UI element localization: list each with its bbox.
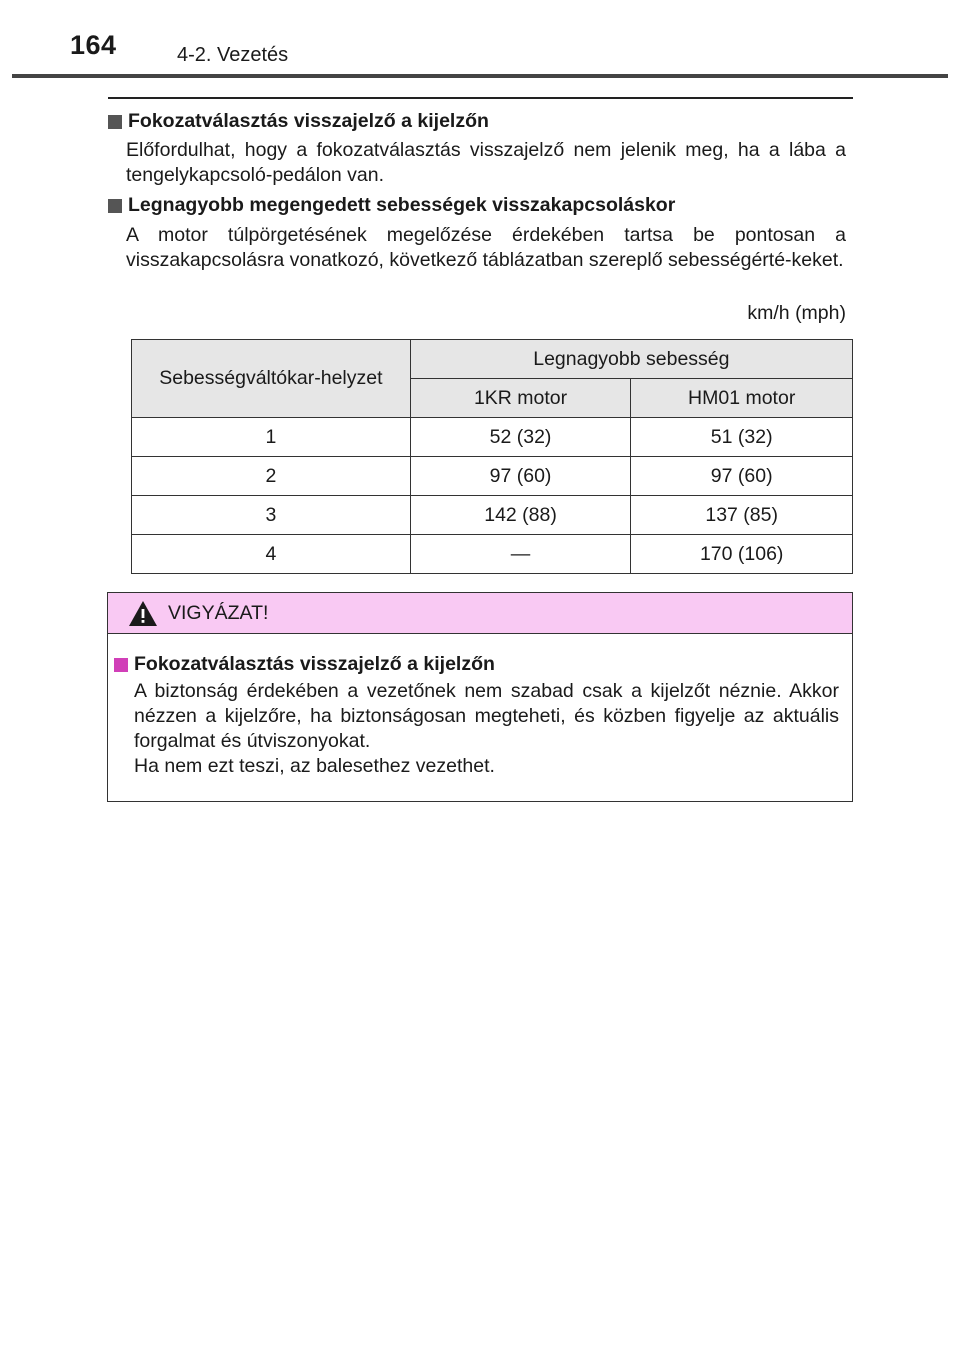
square-bullet-icon (114, 658, 128, 672)
section-heading-text: Legnagyobb megengedett sebességek visszakapcsoláskor (128, 194, 676, 216)
table-cell: 52 (32) (410, 418, 631, 457)
table-cell: 4 (132, 535, 411, 574)
caution-header (108, 593, 852, 634)
square-bullet-icon (108, 115, 122, 129)
table-row (132, 457, 853, 496)
table-cell: — (410, 535, 631, 574)
section-paragraph: Előfordulhat, hogy a fokozatválasztás visszajelző nem jelenik meg, ha a lába a tengelykapcsoló-pedálon van. (126, 139, 846, 186)
caution-line: Ha nem ezt teszi, az balesethez vezethet. (134, 755, 495, 777)
header-hm01: HM01 motor (631, 379, 853, 418)
page-number: 164 (70, 30, 117, 60)
table-cell: 2 (132, 457, 411, 496)
table-cell: 142 (88) (410, 496, 631, 535)
chapter-title: 4-2. Vezetés (177, 44, 289, 66)
caution-box (107, 592, 853, 802)
table-row (132, 496, 853, 535)
section-divider (108, 97, 853, 99)
section-heading-text: Fokozatválasztás visszajelző a kijelzőn (128, 110, 489, 132)
header-1kr: 1KR motor (410, 379, 631, 418)
square-bullet-icon (108, 199, 122, 213)
table-row (132, 535, 853, 574)
speed-table (131, 339, 853, 574)
section-heading-gear-indicator (108, 110, 489, 133)
table-cell: 137 (85) (631, 496, 853, 535)
warning-triangle-icon (128, 600, 158, 627)
table-cell: 3 (132, 496, 411, 535)
table-cell: 1 (132, 418, 411, 457)
header-max-speed: Legnagyobb sebesség (410, 340, 852, 379)
section-paragraph: A motor túlpörgetésének megelőzése érdekében tartsa be pontosan a visszakapcsolásra vonatkozó, következő táblázatban szereplő sebességérté-keket. (126, 224, 846, 271)
header-divider (12, 74, 948, 78)
table-cell: 97 (60) (410, 457, 631, 496)
caution-label: VIGYÁZAT! (168, 601, 269, 624)
caution-heading-text: Fokozatválasztás visszajelző a kijelzőn (134, 653, 495, 675)
caution-body (134, 679, 839, 779)
table-cell: 97 (60) (631, 457, 853, 496)
unit-label: km/h (mph) (747, 302, 846, 324)
caution-line: A biztonság érdekében a vezetőnek nem szabad csak a kijelzőt néznie. Akkor nézzen a kijelzőre, ha biztonságosan megteheti, és közben figyelje az aktuális forgalmat és útviszonyokat. (134, 680, 839, 752)
caution-heading (114, 653, 495, 676)
section-heading-max-speeds (108, 194, 675, 217)
header-position: Sebességváltókar-helyzet (132, 340, 411, 418)
table-cell: 51 (32) (631, 418, 853, 457)
table-row (132, 418, 853, 457)
table-cell: 170 (106) (631, 535, 853, 574)
